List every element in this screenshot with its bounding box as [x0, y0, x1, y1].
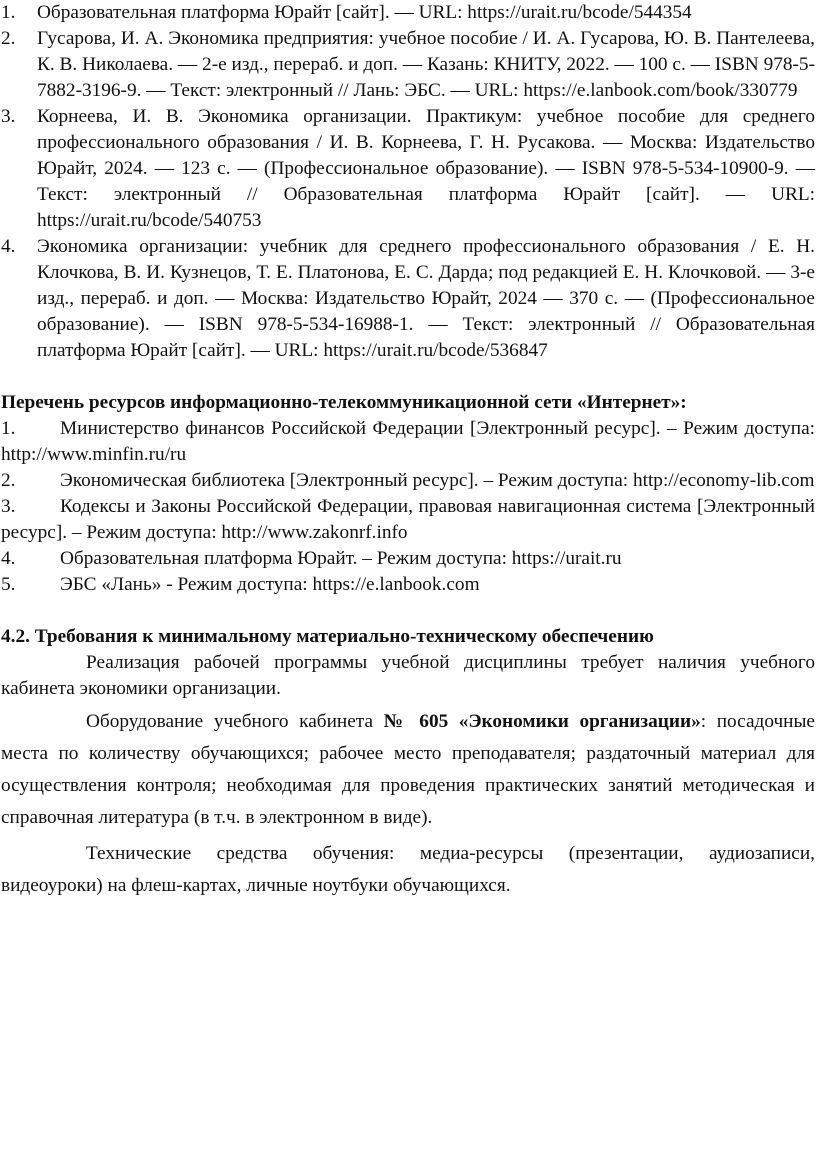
room-name: № 605 «Экономики организации»	[383, 711, 701, 732]
item-number: 1.	[1, 2, 16, 23]
internet-resource-item	[1, 494, 815, 546]
internet-resources-heading: Перечень ресурсов информационно-телекоммуникационной сети «Интернет»:	[1, 392, 687, 413]
bibliography-item	[1, 104, 815, 234]
bibliography-item	[1, 234, 815, 364]
internet-resource-item	[1, 416, 815, 468]
item-number: 1.	[1, 418, 16, 439]
section-paragraph-equipment	[1, 706, 815, 834]
internet-resources-list	[1, 416, 815, 598]
item-text: Гусарова, И. А. Экономика предприятия: учебное пособие / И. А. Гусарова, Ю. В. Пантелеева, К. В. Николаева. — 2-е изд., перераб. и доп. — Казань: КНИТУ, 2022. — 100 с. — ISBN 978-5-7882-3196-9. — Текст: электронный // Лань: ЭБС. — URL: https://e.lanbook.com/book/330779	[37, 28, 815, 101]
paragraph-text: : посадочные места по количеству обучающихся; рабочее место преподавателя; раздаточный материал для осуществления контроля; необходимая для проведения практических занятий методическая и справочная литература (в т.ч. в электронном в виде).	[1, 711, 815, 828]
item-text: Экономическая библиотека [Электронный ресурс]. – Режим доступа: http://economy-lib.com	[60, 470, 815, 491]
item-number: 2.	[1, 470, 16, 491]
item-number: 4.	[1, 236, 16, 257]
internet-resource-item	[1, 572, 815, 598]
item-text: Корнеева, И. В. Экономика организации. Практикум: учебное пособие для среднего профессионального образования / И. В. Корнеева, Г. Н. Русакова. — Москва: Издательство Юрайт, 2024. — 123 с. — (Профессиональное образование). — ISBN 978-5-534-10900-9. — Текст: электронный // Образовательная платформа Юрайт [сайт]. — URL: https://urait.ru/bcode/540753	[37, 106, 815, 231]
item-text: Экономика организации: учебник для среднего профессионального образования / Е. Н. Клочкова, В. И. Кузнецов, Т. Е. Платонова, Е. С. Дарда; под редакцией Е. Н. Клочковой. — 3-е изд., перераб. и доп. — Москва: Издательство Юрайт, 2024 — 370 с. — (Профессиональное образование). — ISBN 978-5-534-16988-1. — Текст: электронный // Образовательная платформа Юрайт [сайт]. — URL: https://urait.ru/bcode/536847	[37, 236, 815, 361]
bibliography-list	[1, 0, 815, 364]
item-text: Образовательная платформа Юрайт [сайт]. — URL: https://urait.ru/bcode/544354	[37, 2, 692, 23]
item-text: Образовательная платформа Юрайт. – Режим доступа: https://urait.ru	[60, 548, 622, 569]
section-4-2-heading: 4.2. Требования к минимальному материально-техническому обеспечению	[1, 626, 654, 647]
item-number: 3.	[1, 106, 16, 127]
bibliography-item	[1, 0, 815, 26]
item-text: ЭБС «Лань» - Режим доступа: https://e.lanbook.com	[60, 574, 480, 595]
section-paragraph: Реализация рабочей программы учебной дисциплины требует наличия учебного кабинета экономики организации.	[1, 652, 815, 699]
item-text: Кодексы и Законы Российской Федерации, правовая навигационная система [Электронный ресурс]. – Режим доступа: http://www.zakonrf.info	[1, 496, 815, 543]
item-number: 5.	[1, 574, 16, 595]
item-text: Министерство финансов Российской Федерации [Электронный ресурс]. – Режим доступа: http://www.minfin.ru/ru	[1, 418, 815, 465]
internet-resource-item	[1, 546, 815, 572]
item-number: 4.	[1, 548, 16, 569]
bibliography-item	[1, 26, 815, 104]
paragraph-text: Оборудование учебного кабинета	[86, 711, 384, 732]
item-number: 3.	[1, 496, 16, 517]
item-number: 2.	[1, 28, 16, 49]
internet-resource-item	[1, 468, 815, 494]
section-paragraph-tech: Технические средства обучения: медиа-ресурсы (презентации, аудиозаписи, видеоуроки) на флеш-картах, личные ноутбуки обучающихся.	[1, 843, 815, 896]
